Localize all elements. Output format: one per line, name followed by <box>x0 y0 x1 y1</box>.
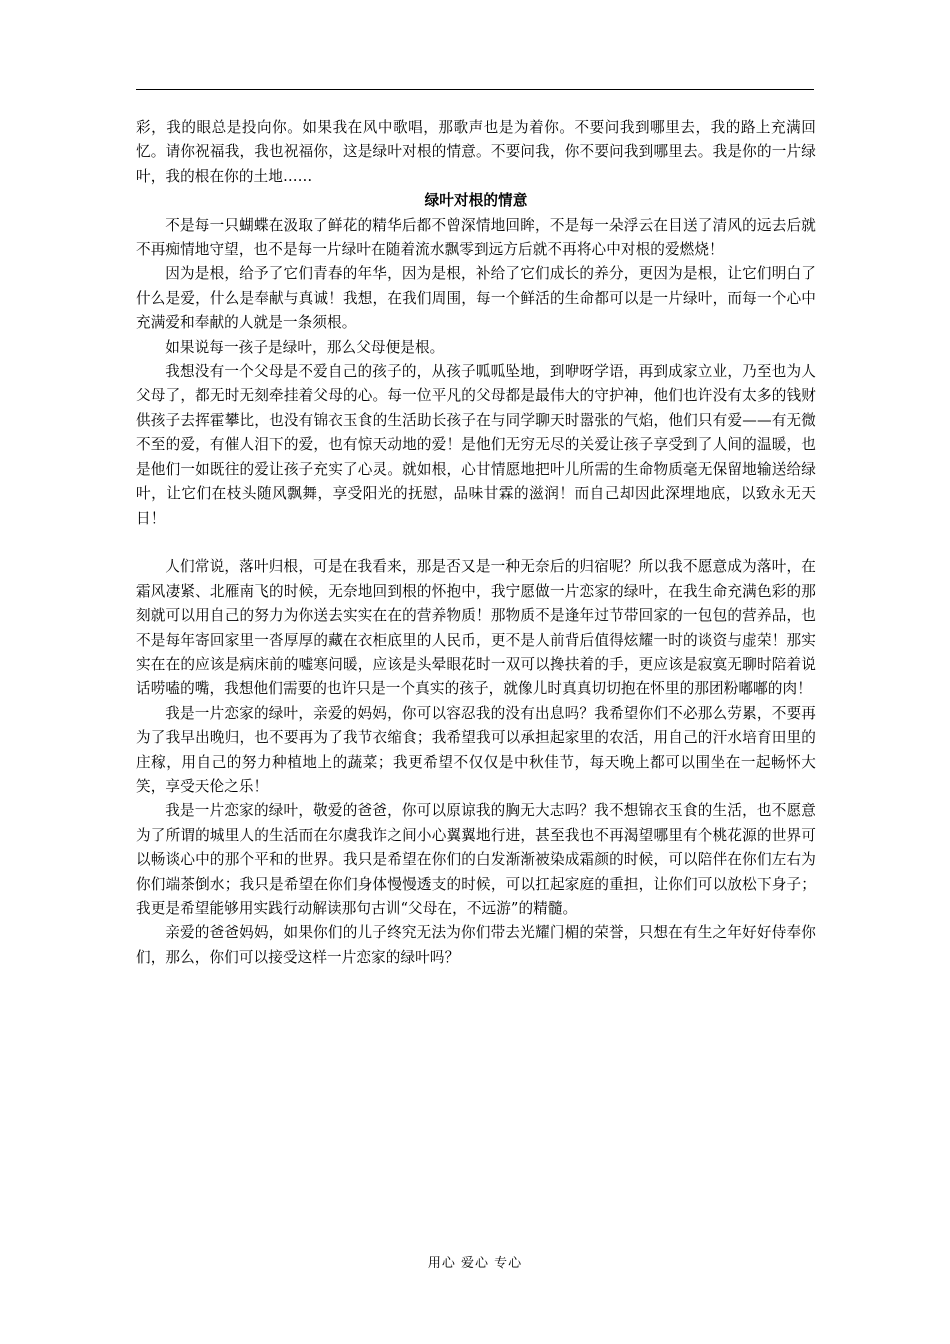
body-paragraph: 我是一片恋家的绿叶，敬爱的爸爸，你可以原谅我的胸无大志吗？我不想锦衣玉食的生活，也不愿意为了所谓的城里人的生活而在尔虞我诈之间小心翼翼地行进，甚至我也不再渴望哪里有个桃花源的世界可以畅谈心中的那个平和的世界。我只是希望在你们的白发渐渐被染成霜颜的时候，可以陪伴在你们左右为你们端茶倒水；我只是希望在你们身体慢慢透支的时候，可以扛起家庭的重担，让你们可以放松下身子；我更是希望能够用实践行动解读那句古训“父母在，不远游”的精髓。 <box>136 802 816 917</box>
document-body <box>136 116 816 970</box>
body-paragraph: 我是一片恋家的绿叶，亲爱的妈妈，你可以容忍我的没有出息吗？我希望你们不必那么劳累，不要再为了我早出晚归，也不要再为了我节衣缩食；我希望我可以承担起家里的农活，用自己的汗水培育田里的庄稼，用自己的努力种植地上的蔬菜；我更希望不仅仅是中秋佳节，每天晚上都可以围坐在一起畅怀大笑，享受天伦之乐！ <box>136 704 816 795</box>
header-rule <box>136 89 814 90</box>
page-footer: 用心 爱心 专心 <box>427 1256 523 1271</box>
article-title: 绿叶对根的情意 <box>424 192 528 210</box>
body-paragraph: 我想没有一个父母是不爱自己的孩子的，从孩子呱呱坠地，到咿呀学语，再到成家立业，乃至也为人父母了，都无时无刻牵挂着父母的心。每一位平凡的父母都是最伟大的守护神，他们也许没有太多的钱财供孩子去挥霍攀比，也没有锦衣玉食的生活助长孩子在与同学聊天时嚣张的气焰，他们只有爱——有无微不至的爱，有催人泪下的爱，也有惊天动地的爱！是他们无穷无尽的关爱让孩子享受到了人间的温暖，也是他们一如既往的爱让孩子充实了心灵。就如根，心甘情愿地把叶儿所需的生命物质毫无保留地输送给绿叶，让它们在枝头随风飘舞，享受阳光的抚慰，品味甘霖的滋润！而自己却因此深埋地底，以致永无天日！ <box>136 363 816 527</box>
body-paragraph: 如果说每一孩子是绿叶，那么父母便是根。 <box>165 338 445 356</box>
body-paragraph: 不是每一只蝴蝶在汲取了鲜花的精华后都不曾深情地回眸，不是每一朵浮云在目送了清风的远去后就不再痴情地守望，也不是每一片绿叶在随着流水飘零到远方后就不再将心中对根的爱燃烧！ <box>136 216 816 259</box>
continuation-paragraph: 彩，我的眼总是投向你。如果我在风中歌唱，那歌声也是为着你。不要问我到哪里去，我的路上充满回忆。请你祝福我，我也祝福你，这是绿叶对根的情意。不要问我，你不要问我到哪里去。我是你的一片绿叶，我的根在你的土地…… <box>136 119 816 185</box>
body-paragraph: 因为是根，给予了它们青春的年华，因为是根，补给了它们成长的养分，更因为是根，让它们明白了什么是爱，什么是奉献与真诚！我想，在我们周围，每一个鲜活的生命都可以是一片绿叶，而每一个心中充满爱和奉献的人就是一条须根。 <box>136 265 816 332</box>
paragraph-gap <box>136 531 816 555</box>
body-paragraph: 亲爱的爸爸妈妈，如果你们的儿子终究无法为你们带去光耀门楣的荣誉，只想在有生之年好好侍奉你们，那么，你们可以接受这样一片恋家的绿叶吗？ <box>136 924 816 966</box>
body-paragraph: 人们常说，落叶归根，可是在我看来，那是否又是一种无奈后的归宿呢？所以我不愿意成为落叶，在霜风凄紧、北雁南飞的时候，无奈地回到根的怀抱中，我宁愿做一片恋家的绿叶，在我生命充满色彩的那刻就可以用自己的努力为你送去实实在在的营养物质！那物质不是逢年过节带回家的一包包的营养品，也不是每年寄回家里一沓厚厚的藏在衣柜底里的人民币，更不是人前背后值得炫耀一时的谈资与虚荣！那实实在在的应该是病床前的嘘寒问暖，应该是头晕眼花时一双可以搀扶着的手，更应该是寂寞无聊时陪着说话唠嗑的嘴，我想他们需要的也许只是一个真实的孩子，就像儿时真真切切抱在怀里的那团粉嘟嘟的肉！ <box>136 558 816 698</box>
